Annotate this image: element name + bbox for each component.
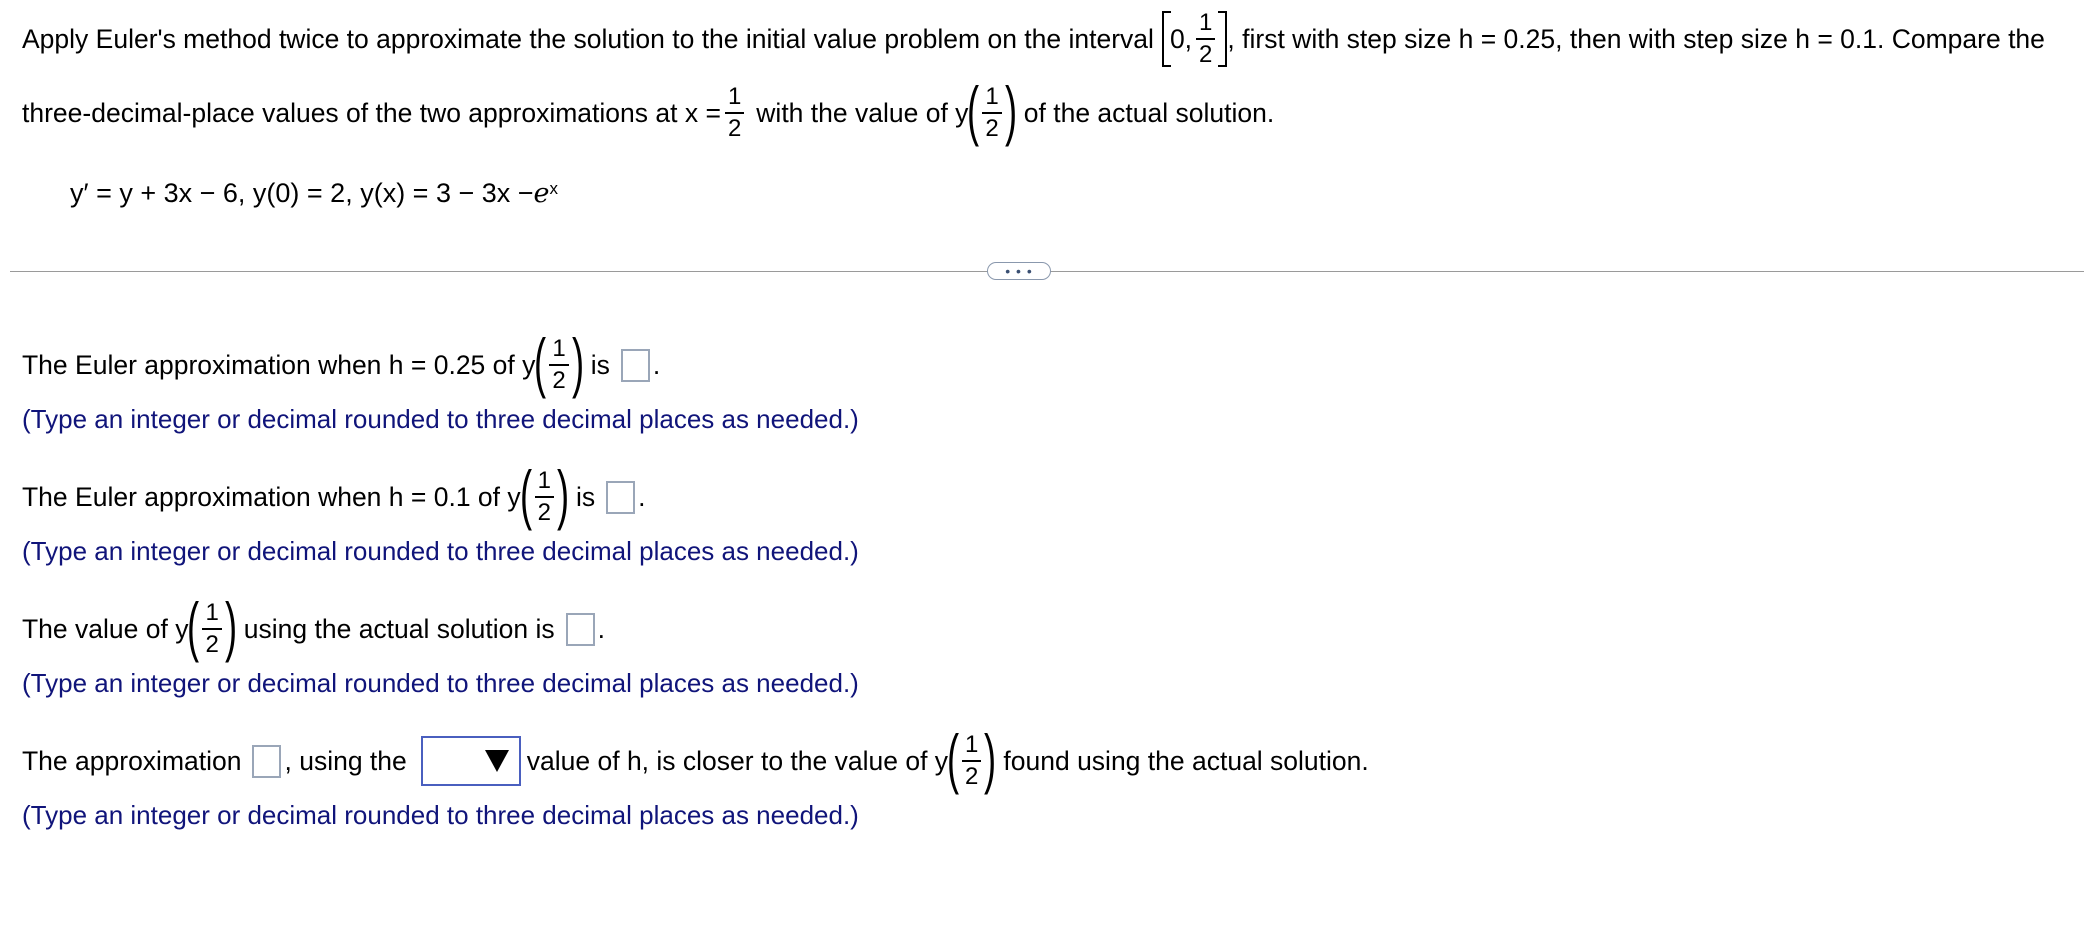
x-denominator: 2 (727, 115, 742, 142)
question-2-denominator: 2 (537, 499, 551, 526)
question-2-numerator: 1 (535, 469, 554, 498)
question-3-hint: (Type an integer or decimal rounded to three decimal places as needed.) (22, 668, 859, 698)
interval-left: 0, (1169, 23, 1193, 54)
problem-text-1b: , first with step size h = 0.25, then with step size h = 0.1. Compare the (1227, 23, 2045, 54)
question-2-hint: (Type an integer or decimal rounded to three decimal places as needed.) (22, 536, 859, 566)
final-part-c: value of h, is closer to the value of y (526, 745, 949, 776)
problem-line-1 (22, 4, 2045, 74)
equation-main: y′ = y + 3x − 6, y(0) = 2, y(x) = 3 − 3x − (70, 177, 534, 208)
final-part-b: , using the (284, 745, 407, 776)
question-1-fraction (549, 337, 568, 393)
interval-denominator: 2 (1199, 41, 1213, 68)
question-3-fraction (202, 601, 221, 657)
final-hint: (Type an integer or decimal rounded to three decimal places as needed.) (22, 800, 859, 830)
equation (70, 172, 558, 214)
final-question: The approximation , using the value of h, is closer to the value of y ( $\frac{1}{2}$ ) found using the actual solution. (22, 721, 1369, 795)
final-part-a: The approximation (22, 745, 242, 776)
question-2-fraction (535, 469, 554, 525)
question-2: The Euler approximation when h = 0.1 of y ( $\frac{1}{2}$ ) is . (22, 457, 646, 531)
dropdown-arrow-icon (485, 750, 509, 772)
question-1-prefix: The Euler approximation when h = 0.25 of y (22, 349, 536, 380)
answer-input-h025[interactable] (621, 349, 650, 382)
question-1-hint: (Type an integer or decimal rounded to three decimal places as needed.) (22, 404, 859, 434)
equation-e: e (533, 177, 550, 209)
problem-text-2b: with the value of y (756, 97, 969, 128)
question-2-suffix: is (575, 481, 596, 512)
answer-input-h01[interactable] (606, 481, 635, 514)
interval-bracket (1162, 11, 1227, 67)
y-fraction (982, 85, 1001, 141)
y-numerator: 1 (982, 85, 1001, 114)
x-fraction (725, 85, 744, 141)
equation-exponent: x (549, 179, 559, 198)
final-part-d: found using the actual solution. (1003, 745, 1369, 776)
question-1-numerator: 1 (549, 337, 568, 366)
y-denominator: 2 (985, 115, 999, 142)
question-1-suffix: is (590, 349, 610, 380)
problem-text-1a: Apply Euler's method twice to approximate the solution to the initial value problem on the interval (22, 23, 1154, 54)
question-3-period: . (597, 613, 605, 644)
problem-line-2: three-decimal-place values of the two approximations at x = $\frac{1}{2}$ with the value of y ( $\frac{1}{2}$ ) of the actual solution. (22, 73, 1275, 147)
question-2-period: . (638, 481, 646, 512)
final-fraction (962, 733, 981, 789)
question-2-prefix: The Euler approximation when h = 0.1 of y (22, 481, 521, 512)
h-value-dropdown[interactable] (421, 736, 521, 786)
question-3-suffix: using the actual solution is (243, 613, 555, 644)
question-3-prefix: The value of y (22, 613, 189, 644)
interval-fraction (1196, 11, 1215, 67)
question-3-numerator: 1 (202, 601, 221, 630)
more-options-button[interactable]: • • • (987, 262, 1051, 280)
problem-text-2a: three-decimal-place values of the two approximations at x = (22, 97, 721, 128)
interval-numerator: 1 (1196, 11, 1215, 40)
final-numerator: 1 (962, 733, 981, 762)
question-1-denominator: 2 (552, 367, 566, 394)
question-3: The value of y ( $\frac{1}{2}$ ) using the actual solution is . (22, 589, 605, 663)
answer-input-actual[interactable] (566, 613, 595, 646)
question-1: The Euler approximation when h = 0.25 of y ( $\frac{1}{2}$ ) is . (22, 325, 661, 399)
final-denominator: 2 (965, 763, 979, 790)
answer-input-closer-approximation[interactable] (252, 745, 281, 778)
x-numerator: 1 (725, 85, 744, 114)
question-3-denominator: 2 (205, 631, 219, 658)
problem-text-2c: of the actual solution. (1023, 97, 1275, 128)
question-1-period: . (652, 349, 661, 380)
